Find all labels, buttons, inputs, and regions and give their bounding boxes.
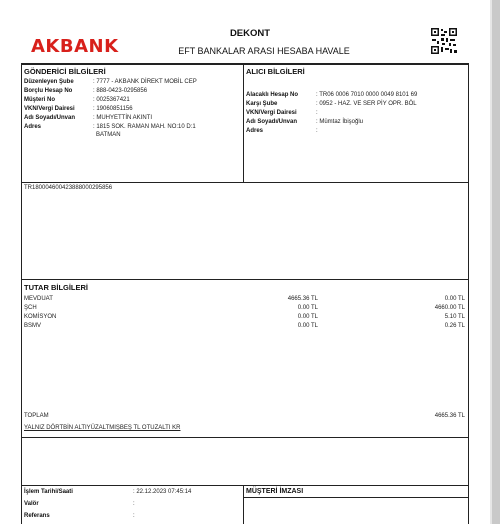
total-value: 4665.36 TL	[434, 413, 465, 419]
divider	[21, 485, 469, 486]
receipt-frame	[21, 63, 469, 524]
column-divider	[243, 485, 244, 524]
amount-row-label: BSMV	[24, 323, 42, 329]
value-date-label: Valör	[24, 501, 39, 507]
receiver-address-value: :	[316, 128, 318, 134]
sender-account-label: Borçlu Hesap No	[24, 88, 73, 94]
sender-branch-label: Düzenleyen Şube	[24, 79, 74, 85]
amount-row-label: ŞCH	[24, 305, 37, 311]
sender-tax-label: VKN/Vergi Dairesi	[24, 106, 75, 112]
sender-address-line2: BATMAN	[96, 132, 121, 138]
receiver-branch-value: : 0952 - HAZ. VE SER PİY OPR. BÖL	[316, 101, 417, 107]
divider	[21, 64, 469, 65]
divider	[21, 279, 469, 280]
viewer-scrollbar[interactable]	[492, 0, 500, 524]
sender-name-value: : MUHYETTİN AKINTI	[93, 115, 153, 121]
amounts-section-title: TUTAR BİLGİLERİ	[24, 283, 89, 292]
receiver-account-label: Alacaklı Hesap No	[246, 92, 299, 98]
amount-row-right-value: 0.00 TL	[444, 296, 465, 302]
value-date-value: :	[133, 501, 135, 507]
divider	[21, 437, 469, 438]
sender-section-title: GÖNDERİCİ BİLGİLERİ	[24, 67, 106, 76]
receiver-account-value: : TR06 0006 7010 0000 0049 8101 69	[316, 92, 418, 98]
total-label: TOPLAM	[24, 413, 49, 419]
amount-row-right-value: 4660.00 TL	[434, 305, 465, 311]
sender-name-label: Adı Soyadı/Unvan	[24, 115, 76, 121]
amount-row-label: KOMİSYON	[24, 314, 57, 320]
transaction-date-value: : 22.12.2023 07:45:14	[133, 489, 192, 495]
receiver-section-title: ALICI BİLGİLERİ	[246, 67, 305, 76]
transaction-description: TR180004600423888000295856	[24, 185, 113, 191]
sender-tax-value: : 19060851156	[93, 106, 133, 112]
column-divider	[243, 64, 244, 182]
amount-row-left-value: 0.00 TL	[297, 314, 318, 320]
divider	[243, 497, 469, 498]
document-title: DEKONT	[229, 28, 271, 39]
sender-address-value: : 1815 SOK. RAMAN MAH. NO:10 D:1	[93, 124, 196, 130]
qr-code-icon	[430, 27, 458, 55]
receiver-tax-value: :	[316, 110, 318, 116]
receiver-branch-label: Karşı Şube	[246, 101, 278, 107]
bank-logo: AKBANK	[31, 36, 119, 57]
reference-value: :	[133, 513, 135, 519]
sender-address-label: Adres	[24, 124, 42, 130]
divider	[21, 182, 469, 183]
sender-account-value: : 888-0423-0295856	[93, 88, 148, 94]
receiver-name-label: Adı Soyadı/Unvan	[246, 119, 298, 125]
receiver-tax-label: VKN/Vergi Dairesi	[246, 110, 297, 116]
transaction-date-label: İşlem Tarihi/Saati	[24, 489, 73, 495]
sender-customer-no-value: : 0025367421	[93, 97, 130, 103]
total-in-words: YALNIZ DÖRTBİN ALTIYÜZALTMIŞBEŞ TL OTUZALTI KR	[24, 425, 181, 431]
receiver-address-label: Adres	[246, 128, 264, 134]
amount-row-right-value: 5.10 TL	[444, 314, 465, 320]
customer-signature-title: MÜŞTERİ İMZASI	[246, 488, 304, 495]
sender-customer-no-label: Müşteri No	[24, 97, 56, 103]
sender-branch-value: : 7777 - AKBANK DİREKT MOBİL CEP	[93, 79, 197, 85]
receiver-name-value: : Mümtaz İbişoğlu	[316, 119, 364, 125]
amount-row-label: MEVDUAT	[24, 296, 53, 302]
amount-row-right-value: 0.26 TL	[444, 323, 465, 329]
reference-label: Referans	[24, 513, 50, 519]
amount-row-left-value: 0.00 TL	[297, 323, 318, 329]
amount-row-left-value: 0.00 TL	[297, 305, 318, 311]
amount-row-left-value: 4665.36 TL	[287, 296, 318, 302]
document-subtitle: EFT BANKALAR ARASI HESABA HAVALE	[178, 46, 350, 56]
